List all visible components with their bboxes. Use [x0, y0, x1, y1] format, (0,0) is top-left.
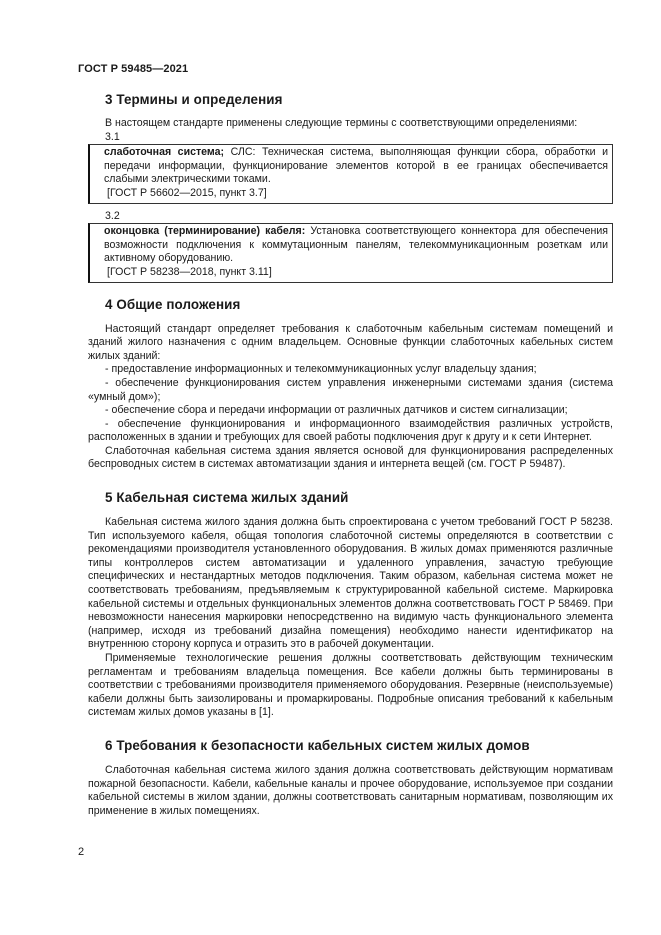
term-number: 3.2: [105, 209, 120, 222]
term-text: СЛС: Техническая система, выполняющая функции сбора, обработки и передачи информации, функционирование элементов которой в ее границах обеспечивается слабыми электрическими токами.: [104, 146, 608, 186]
list-item: - обеспечение функционирования систем управления инженерными системами здания (система «умный дом»);: [88, 376, 613, 403]
term-text: Установка соответствующего коннектора для обеспечения возможности подключения к коммутационным панелям, телекоммуникационным розеткам или активному оборудованию.: [104, 225, 608, 265]
term-definition: [104, 146, 608, 187]
section-4-paragraph: Слаботочная кабельная система здания является основой для функционирования распределенных беспроводных систем в системах автоматизации здания и интернета вещей (см. ГОСТ Р 59487).: [88, 444, 613, 471]
section-4-paragraph: Настоящий стандарт определяет требования к слаботочным кабельным системам помещений и зданий жилого назначения с одним владельцем. Основные функции слаботочных кабельных систем жилых зданий:: [88, 322, 613, 362]
list-item: - обеспечение сбора и передачи информации от различных датчиков и систем сигнализации;: [105, 404, 568, 417]
term-box-3-2: [88, 223, 613, 282]
section-6-title: 6 Требования к безопасности кабельных систем жилых домов: [105, 737, 530, 753]
list-item: - обеспечение функционирования и информационного взаимодействия различных устройств, расположенных в здании и требующих для своей работы подключения друг к другу и к сети Интернет.: [88, 417, 613, 444]
term-source: [ГОСТ Р 58238—2018, пункт 3.11]: [107, 265, 272, 278]
section-3-intro: В настоящем стандарте применены следующие термины с соответствующими определениями:: [105, 117, 578, 129]
term-name: слаботочная система;: [104, 146, 225, 159]
page-number: 2: [78, 846, 85, 858]
standard-code-header: ГОСТ Р 59485—2021: [78, 63, 189, 75]
term-number: 3.1: [105, 130, 120, 143]
section-4-title: 4 Общие положения: [105, 296, 241, 312]
term-definition: [104, 225, 608, 266]
list-item: - предоставление информационных и телекоммуникационных услуг владельцу здания;: [105, 363, 537, 376]
section-6-paragraph: Слаботочная кабельная система жилого здания должна соответствовать действующим нормативам пожарной безопасности. Кабели, кабельные каналы и прочее оборудование, используемое при создании кабельной системы в жилом здании, должны соответствовать санитарным нормативам, позволяющим их применение в жилых помещениях.: [88, 763, 613, 817]
section-3-title: 3 Термины и определения: [105, 92, 283, 107]
section-5-paragraph: Кабельная система жилого здания должна быть спроектирована с учетом требований ГОСТ Р 58238. Тип используемого кабеля, общая топология слаботочной системы определяются в соответствии с рекомендациями производителя установленного оборудования. В жилых домах применяются различные типы контроллеров систем автоматизации и удаленного управления, зачастую требующие специфических и нестандартных методов подключения. Таким образом, кабельная система может не соответствовать требованиям, предъявляемым к структурированной кабельной системе. Маркировка кабельной системы и отдельных функциональных элементов должна соответствовать ГОСТ Р 58469. При невозможности нанесения маркировки непосредственно на видимую часть функционального элемента (например, исходя из требований дизайна помещения) необходимо нанести идентификатор на внутреннюю сторону корпуса и отразить это в рабочей документации.: [88, 516, 613, 651]
term-source: [ГОСТ Р 56602—2015, пункт 3.7]: [107, 186, 267, 199]
page-content: [88, 92, 613, 818]
section-5-paragraph: Применяемые технологические решения должны соответствовать действующим техническим регламентам и требованиям владельца помещения. Все кабели должны быть терминированы в соответствии с требованиями производителя применяемого оборудования. Резервные (неиспользуемые) кабели должны быть заизолированы и промаркированы. Подробные описания требований к кабельным системам жилых домов указаны в [1].: [88, 652, 613, 719]
section-5-title: 5 Кабельная система жилых зданий: [105, 490, 349, 506]
term-box-3-1: [88, 144, 613, 203]
term-name: оконцовка (терминирование) кабеля:: [104, 225, 306, 238]
